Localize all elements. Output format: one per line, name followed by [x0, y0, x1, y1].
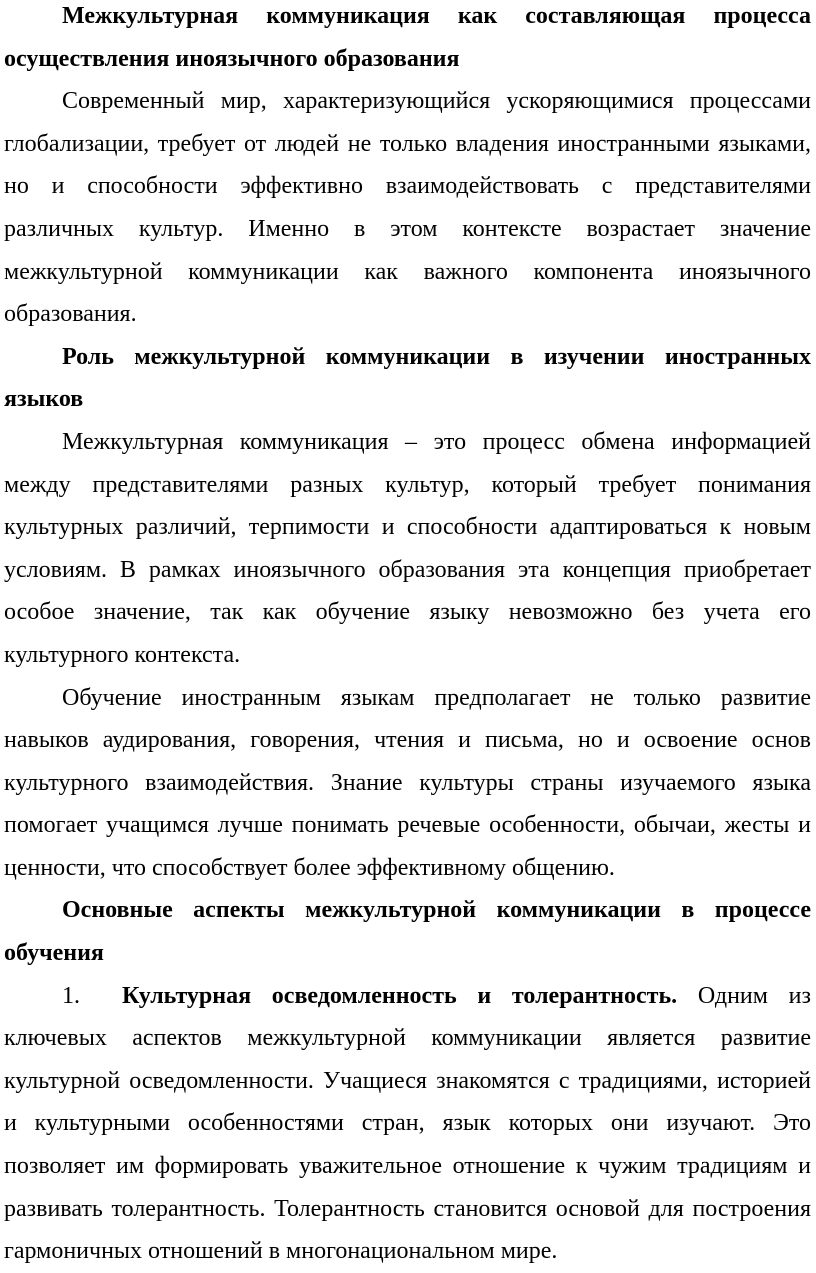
section-heading-1: Межкультурная коммуникация как составляющая процесса осуществления иноязычного образования — [4, 3, 811, 72]
section-heading-2: Роль межкультурной коммуникации в изучении иностранных языков — [4, 343, 811, 413]
list-item-number: 1. — [62, 982, 80, 1009]
list-item — [4, 975, 811, 1273]
paragraph-3: Обучение иностранным языкам предполагает не только развитие навыков аудирования, говорения, чтения и письма, но и освоение основ культурного взаимодействия. Знание культуры страны изучаемого языка помогает учащимся лучше понимать речевые особенности, обычаи, жесты и ценности, что способствует более эффективному общению. — [4, 684, 811, 881]
paragraph-1: Современный мир, характеризующийся ускоряющимися процессами глобализации, требует от людей не только владения иностранными языками, но и способности эффективно взаимодействовать с представителями различных культур. Именно в этом контексте возрастает значение межкультурной коммуникации как важного компонента иноязычного образования. — [4, 88, 811, 328]
list-item-title: Культурная осведомленность и толерантность. — [122, 982, 678, 1009]
list-item-text: Одним из ключевых аспектов межкультурной коммуникации является развитие культурной осведомленности. Учащиеся знакомятся с традициями, историей и культурными особенностями стран, язык которых они изучают. Это позволяет им формировать уважительное отношение к чужим традициям и развивать толерантность. Толерантность становится основой для построения гармоничных отношений в многонациональном мире. — [4, 982, 811, 1265]
section-heading-3: Основные аспекты межкультурной коммуникации в процессе обучения — [4, 897, 811, 967]
paragraph-2: Межкультурная коммуникация – это процесс обмена информацией между представителями разных культур, который требует понимания культурных различий, терпимости и способности адаптироваться к новым условиям. В рамках иноязычного образования эта концепция приобретает особое значение, так как обучение языку невозможно без учета его культурного контекста. — [4, 428, 811, 668]
